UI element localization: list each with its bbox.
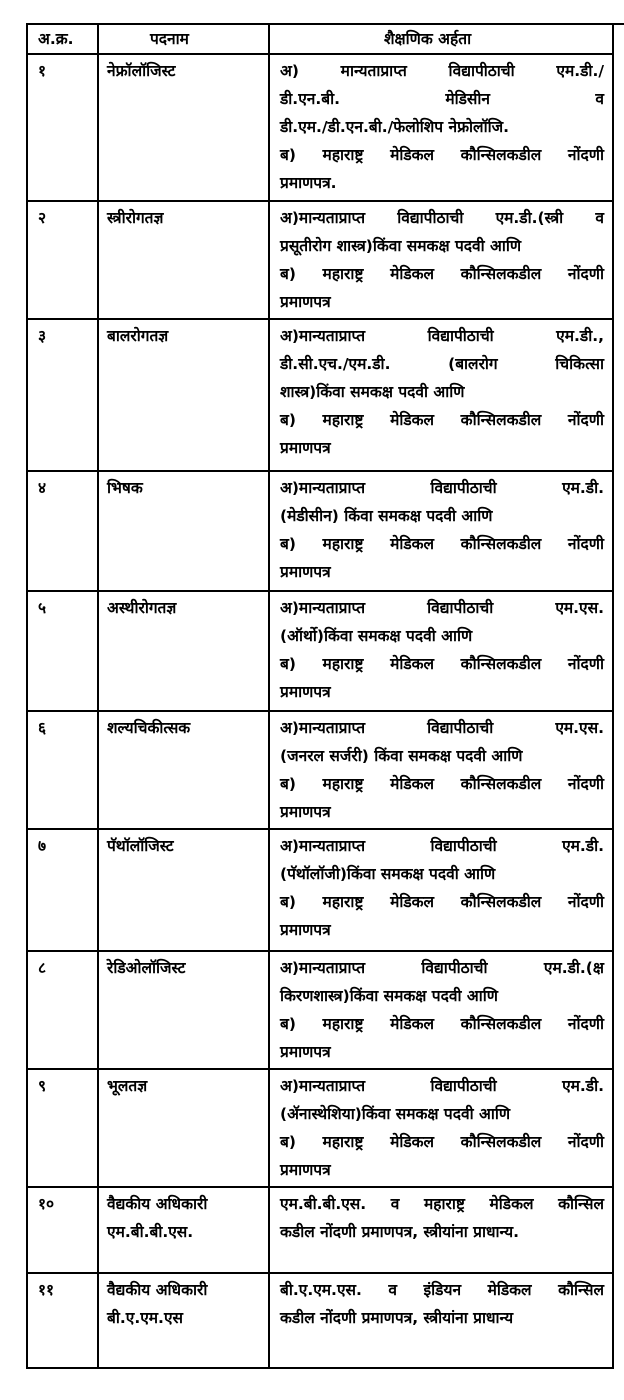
qualification-line: (जनरल सर्जरी) किंवा समकक्ष पदवी आणि — [280, 747, 523, 765]
row-rule — [26, 828, 614, 830]
qualification-line: प्रमाणपत्र — [280, 921, 331, 939]
qualification-line: (पॅथॉलॉजी)किंवा समकक्ष पदवी आणि — [280, 865, 496, 883]
serial-number-cell: १० — [38, 1195, 55, 1213]
serial-number-cell: १ — [38, 62, 47, 80]
row-rule — [26, 53, 614, 55]
serial-number-cell: ५ — [38, 599, 47, 617]
serial-number-cell: ७ — [38, 837, 47, 855]
post-name-line: एम.बी.बी.एस. — [107, 1223, 194, 1241]
qualification-cell — [280, 474, 604, 586]
qualification-cell — [280, 1276, 604, 1332]
post-name-line: बालरोगतज्ञ — [107, 327, 169, 345]
column-rule — [97, 23, 99, 1369]
post-name-line: बी.ए.एम.एस — [107, 1309, 183, 1327]
post-name-cell — [107, 954, 262, 982]
qualification-line: ब) महाराष्ट्र मेडिकल कौन्सिलकडील नोंदणी — [280, 655, 604, 673]
header-qualification: शैक्षणिक अर्हता — [384, 30, 472, 48]
qualification-line: ब) महाराष्ट्र मेडिकल कौन्सिलकडील नोंदणी — [280, 265, 604, 283]
qualification-cell — [280, 322, 604, 462]
row-rule — [26, 23, 614, 25]
post-name-line: पॅथॉलॉजिस्ट — [107, 837, 174, 855]
column-rule — [612, 23, 614, 1369]
qualification-line: अ)मान्यताप्राप्त विद्यापीठाची एम.डी., — [280, 327, 604, 345]
qualification-line: ब) महाराष्ट्र मेडिकल कौन्सिलकडील नोंदणी — [280, 893, 604, 911]
qualification-cell — [280, 204, 604, 316]
serial-number-cell: ९ — [38, 1077, 47, 1095]
qualification-line: अ)मान्यताप्राप्त विद्यापीठाची एम.डी.(स्त्री व — [280, 209, 604, 227]
qualification-line: एम.बी.बी.एस. व महाराष्ट्र मेडिकल कौन्सिल — [280, 1195, 604, 1213]
qualification-line: कडील नोंदणी प्रमाणपत्र, स्त्रीयांना प्राधान्य. — [280, 1223, 519, 1241]
row-rule — [26, 200, 614, 202]
qualification-line: अ)मान्यताप्राप्त विद्यापीठाची एम.डी. — [280, 837, 604, 855]
serial-number-cell: ३ — [38, 327, 47, 345]
qualification-line: प्रमाणपत्र — [280, 563, 331, 581]
post-name-cell — [107, 714, 262, 742]
serial-number-cell: ४ — [38, 479, 47, 497]
qualification-line: प्रमाणपत्र — [280, 439, 331, 457]
row-rule — [26, 1068, 614, 1070]
qualification-cell — [280, 954, 604, 1066]
post-name-cell — [107, 322, 262, 350]
qualification-line: प्रमाणपत्र — [280, 293, 331, 311]
row-rule — [26, 470, 614, 472]
row-rule — [26, 1367, 614, 1369]
post-name-line: अस्थीरोगतज्ञ — [107, 599, 177, 617]
post-name-line: नेफ्रॉलॉजिस्ट — [107, 62, 176, 80]
row-rule — [26, 318, 614, 320]
qualification-cell — [280, 1190, 604, 1246]
post-name-line: वैद्यकीय अधिकारी — [107, 1281, 208, 1299]
qualification-line: ब) महाराष्ट्र मेडिकल कौन्सिलकडील नोंदणी — [280, 775, 604, 793]
qualification-line: अ)मान्यताप्राप्त विद्यापीठाची एम.एस. — [280, 599, 604, 617]
qualification-line: ब) महाराष्ट्र मेडिकल कौन्सिलकडील नोंदणी — [280, 535, 604, 553]
qualification-line: ब) महाराष्ट्र मेडिकल कौन्सिलकडील नोंदणी — [280, 411, 604, 429]
qualification-line: कडील नोंदणी प्रमाणपत्र, स्त्रीयांना प्राधान्य — [280, 1309, 514, 1327]
qualification-line: डी.सी.एच./एम.डी. (बालरोग चिकित्सा — [280, 355, 604, 373]
qualification-line: ब) महाराष्ट्र मेडिकल कौन्सिलकडील नोंदणी — [280, 1133, 604, 1151]
qualification-line: (मेडीसीन) किंवा समकक्ष पदवी आणि — [280, 507, 493, 525]
row-rule — [26, 590, 614, 592]
post-name-cell — [107, 474, 262, 502]
qualification-line: प्रमाणपत्र. — [280, 174, 337, 192]
qualification-cell — [280, 714, 604, 826]
post-name-cell — [107, 1276, 262, 1332]
qualification-line: ब) महाराष्ट्र मेडिकल कौन्सिलकडील नोंदणी — [280, 146, 604, 164]
qualification-line: (ऑर्थो)किंवा समकक्ष पदवी आणि — [280, 627, 473, 645]
post-name-cell — [107, 832, 262, 860]
row-rule — [26, 710, 614, 712]
row-rule — [26, 1186, 614, 1188]
column-rule — [26, 23, 28, 1369]
post-name-line: स्त्रीरोगतज्ञ — [107, 209, 164, 227]
post-name-cell — [107, 57, 262, 85]
qualification-line: प्रसूतीरोग शास्त्र)किंवा समकक्ष पदवी आणि — [280, 237, 522, 255]
column-rule — [268, 23, 270, 1369]
qualification-cell — [280, 57, 604, 197]
qualification-line: प्रमाणपत्र — [280, 803, 331, 821]
qualification-line: किरणशास्त्र)किंवा समकक्ष पदवी आणि — [280, 987, 498, 1005]
post-name-line: शल्यचिकीत्सक — [107, 719, 191, 737]
qualification-line: प्रमाणपत्र — [280, 1161, 331, 1179]
qualification-line: बी.ए.एम.एस. व इंडियन मेडिकल कौन्सिल — [280, 1281, 604, 1299]
row-rule — [26, 950, 614, 952]
serial-number-cell: ८ — [38, 959, 47, 977]
serial-number-cell: ११ — [38, 1281, 55, 1299]
qualification-line: डी.एम./डी.एन.बी./फेलोशिप नेफ्रोलॉजि. — [280, 118, 509, 136]
post-name-cell — [107, 1190, 262, 1246]
qualification-line: अ) मान्यताप्राप्त विद्यापीठाची एम.डी./ — [280, 62, 604, 80]
post-name-cell — [107, 1072, 262, 1100]
header-post-name: पदनाम — [150, 30, 189, 48]
post-name-cell — [107, 204, 262, 232]
serial-number-cell: २ — [38, 209, 47, 227]
serial-number-cell: ६ — [38, 719, 47, 737]
header-serial-number: अ.क्र. — [38, 30, 74, 48]
qualification-cell — [280, 832, 604, 944]
qualification-line: डी.एन.बी. मेडिसीन व — [280, 90, 604, 108]
qualification-line: अ)मान्यताप्राप्त विद्यापीठाची एम.एस. — [280, 719, 604, 737]
qualification-line: प्रमाणपत्र — [280, 1043, 331, 1061]
qualification-line: शास्त्र)किंवा समकक्ष पदवी आणि — [280, 383, 465, 401]
row-rule — [612, 23, 624, 25]
post-name-line: भूलतज्ञ — [107, 1077, 148, 1095]
qualification-cell — [280, 594, 604, 706]
qualification-line: ब) महाराष्ट्र मेडिकल कौन्सिलकडील नोंदणी — [280, 1015, 604, 1033]
post-name-line: भिषक — [107, 479, 143, 497]
qualification-line: अ)मान्यताप्राप्त विद्यापीठाची एम.डी.(क्ष — [280, 959, 604, 977]
qualification-line: प्रमाणपत्र — [280, 683, 331, 701]
qualification-line: अ)मान्यताप्राप्त विद्यापीठाची एम.डी. — [280, 479, 604, 497]
qualification-line: अ)मान्यताप्राप्त विद्यापीठाची एम.डी. — [280, 1077, 604, 1095]
post-name-cell — [107, 594, 262, 622]
post-name-line: रेडिओलॉजिस्ट — [107, 959, 186, 977]
qualification-line: (ॲनास्थेशिया)किंवा समकक्ष पदवी आणि — [280, 1105, 511, 1123]
qualification-cell — [280, 1072, 604, 1184]
post-name-line: वैद्यकीय अधिकारी — [107, 1195, 208, 1213]
row-rule — [26, 1272, 614, 1274]
